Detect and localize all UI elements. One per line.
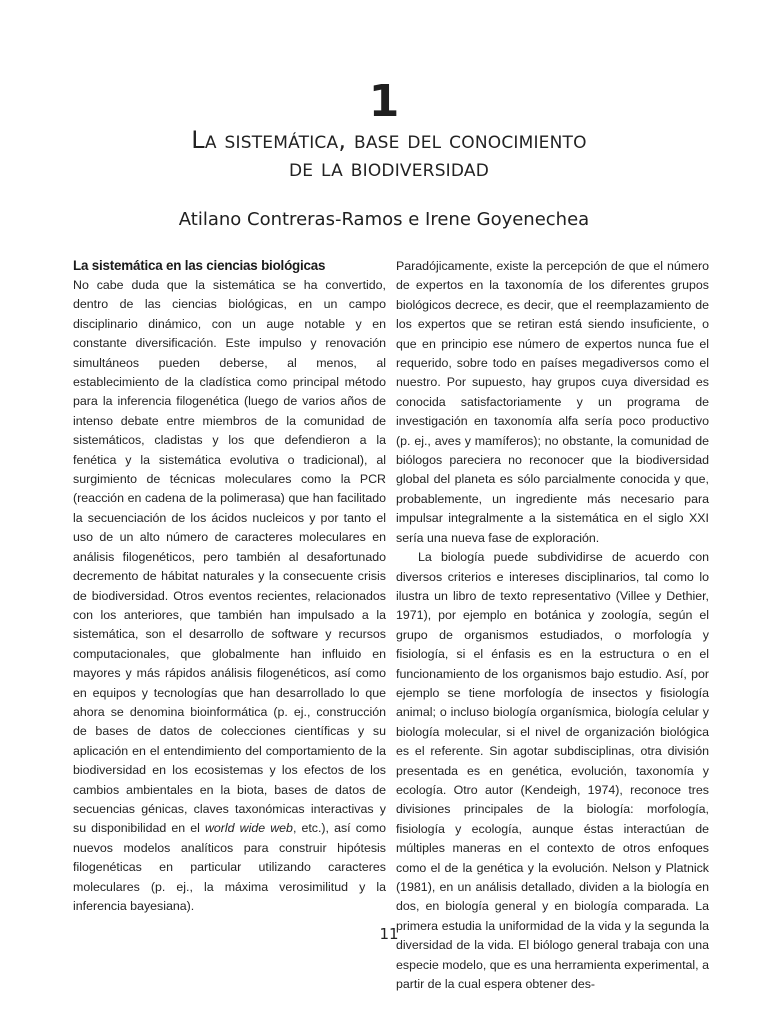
paragraph-3: La biología puede subdividirse de acuerdo con diversos criterios e intereses disciplinarios, tal como lo ilustra un libro de texto representativo (Villee y Dethier, 1971), por ejemplo en botánica y zoología, según el grupo de organismos estudiados, o morfología y fisiología, si el énfasis es en la estructura o en el funcionamiento de los organismos bajo estudio. Así, por ejemplo se tiene morfología de insectos y fisiología animal; o incluso biología organísmica, biología celular y biología molecular, si el nivel de organización biológica es el referente. Sin agotar subdisciplinas, otra división presentada es en genética, evolución, taxonomía y ecología. Otro autor (Kendeigh, 1974), reconoce tres divisiones principales de la biología: morfología, fisiología y ecología, aunque éstas interactúan de múltiples maneras en el contexto de otros enfoques como el de la genética y la evolución. Nelson y Platnick (1981), en un análisis detallado, dividen a la biología en dos, en biología general y en biología comparada. La primera estudia la uniformidad de la vida y la segunda la diversidad de la vida. El biólogo general trabaja con una especie modelo, que es una herramienta experimental, a partir de la cual espera obtener des-: [396, 550, 709, 992]
page-number: 11: [379, 925, 399, 943]
section-heading: La sistemática en las ciencias biológicas: [73, 258, 326, 273]
paragraph-2-continued: Paradójicamente, existe la percepción de que el número de expertos en la taxonomía de los diferentes grupos biológicos decrece, es decir, que el reemplazamiento de los expertos que se retiran está siendo insuficiente, o que en principio ese número de expertos nunca fue el requerido, sobre todo en países megadiversos como el nuestro. Por supuesto, hay grupos cuya diversidad es conocida satisfactoriamente y un programa de investigación en taxonomía alfa sería poco productivo (p. ej., aves y mamíferos); no obstante, la comunidad de biólogos pareciera no reconocer que la biodiversidad global del planeta es sólo parcialmente conocida y que, probablemente, un ingrediente más necesario para impulsar integralmente a la sistemática en el siglo XXI sería una nueva fase de exploración.: [396, 259, 709, 545]
chapter-number: 1: [368, 76, 400, 127]
chapter-title-line-2: de la biodiversidad: [288, 154, 490, 182]
paragraph-1-text-b: , etc.), así como nuevos modelos analíticos para construir hipótesis filogenéticas en particular utilizando caracteres moleculares (p. ej., la máxima verosimilitud y la inferencia bayesiana).: [73, 821, 386, 913]
paragraph-1: [73, 276, 386, 916]
left-column: [73, 256, 386, 916]
chapter-title-line-1: La sistemática, base del conocimiento: [191, 126, 587, 154]
paragraph-1-italic-term: world wide web: [204, 821, 293, 836]
chapter-title: [0, 126, 768, 182]
authors: Atilano Contreras-Ramos e Irene Goyenechea: [178, 209, 590, 230]
paragraph-1-text-a: No cabe duda que la sistemática se ha convertido, dentro de las ciencias biológicas, en un campo disciplinario dinámico, con un auge notable y en constante diversificación. Este impulso y renovación simultáneos pueden deberse, al menos, al establecimiento de la cladística como principal método para la inferencia filogenética (luego de varios años de intenso debate entre miembros de la comunidad de sistemáticos, cladistas y los que defendieron a la fenética y la sistemática evolutiva o tradicional), al surgimiento de técnicas moleculares como la PCR (reacción en cadena de la polimerasa) que han facilitado la secuenciación de los ácidos nucleicos y por tanto el uso de un alto número de caracteres moleculares en análisis filogenéticos, pero también al desafortunado decremento de hábitat naturales y la consecuente crisis de biodiversidad. Otros eventos recientes, relacionados con los anteriores, que también han impulsado a la sistemática, son el desarrollo de software y recursos computacionales, que globalmente han influido en mayores y más rápidos análisis filogenéticos, así como en equipos y tecnologías que han desarrollado lo que ahora se denomina bioinformática (p. ej., construcción de bases de datos de colecciones científicas y su aplicación en el entendimiento del comportamiento de la biodiversidad en los ecosistemas y los efectos de los cambios ambientales en la biota, bases de datos de secuencias génicas, claves taxonómicas interactivas y su disponibilidad en el: [73, 278, 386, 836]
right-column: [396, 257, 709, 994]
